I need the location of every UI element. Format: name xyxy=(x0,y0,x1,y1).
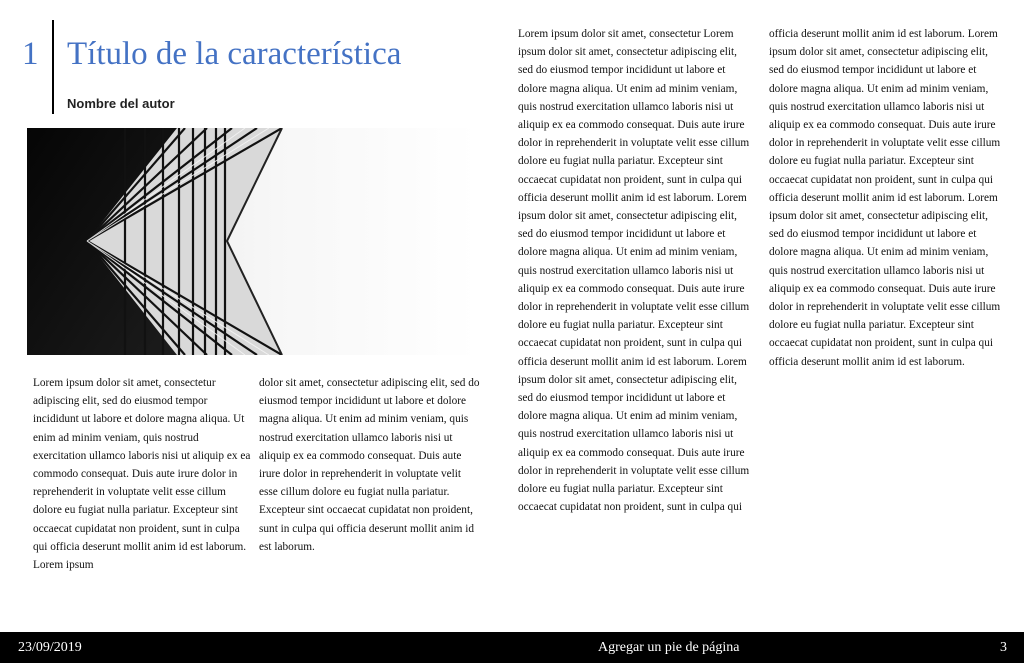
page-footer xyxy=(0,632,1024,663)
footer-text[interactable]: Agregar un pie de página xyxy=(598,640,740,655)
page-number[interactable]: 3 xyxy=(1000,640,1007,655)
feature-number[interactable]: 1 xyxy=(22,36,39,72)
footer-date[interactable]: 23/09/2019 xyxy=(18,640,82,655)
body-text-column-2[interactable]: dolor sit amet, consectetur adipiscing elit, sed do eiusmod tempor incididunt ut labore et dolore magna aliqua. Ut enim ad minim veniam, quis nostrud exercitation ullamco laboris nisi ut aliquip ex ea commodo consequat. Duis aute irure dolor in reprehenderit in voluptate velit esse cillum dolore eu fugiat nulla pariatur. Excepteur sint occaecat cupidatat non proident, sunt in culpa qui officia deserunt mollit anim id est laborum. xyxy=(259,377,480,553)
body-text-column-1[interactable]: Lorem ipsum dolor sit amet, consectetur adipiscing elit, sed do eiusmod tempor incididunt ut labore et dolore magna aliqua. Ut enim ad minim veniam, quis nostrud exercitation ullamco laboris nisi ut aliquip ex ea commodo consequat. Duis aute irure dolor in reprehenderit in voluptate velit esse cillum dolore eu fugiat nulla pariatur. Excepteur sint occaecat cupidatat non proident, sunt in culpa qui officia deserunt mollit anim id est laborum. Lorem ipsum xyxy=(33,377,251,572)
body-text-column-3[interactable]: Lorem ipsum dolor sit amet, consectetur Lorem ipsum dolor sit amet, consectetur adipiscing elit, sed do eiusmod tempor incididunt ut labore et dolore magna aliqua. Ut enim ad minim veniam, quis nostrud exercitation ullamco laboris nisi ut aliquip ex ea commodo consequat. Duis aute irure dolor in reprehenderit in voluptate velit esse cillum dolore eu fugiat nulla pariatur. Excepteur sint occaecat cupidatat non proident, sunt in culpa qui officia deserunt mollit anim id est laborum. Lorem ipsum dolor sit amet, consectetur adipiscing elit, sed do eiusmod tempor incididunt ut labore et dolore magna aliqua. Ut enim ad minim veniam, quis nostrud exercitation ullamco laboris nisi ut aliquip ex ea commodo consequat. Duis aute irure dolor in reprehenderit in voluptate velit esse cillum dolore eu fugiat nulla pariatur. Excepteur sint occaecat cupidatat non proident, sunt in culpa qui officia deserunt mollit anim id est laborum. Lorem ipsum dolor sit amet, consectetur adipiscing elit, sed do eiusmod tempor incididunt ut labore et dolore magna aliqua. Ut enim ad minim veniam, quis nostrud exercitation ullamco laboris nisi ut aliquip ex ea commodo consequat. Duis aute irure dolor in reprehenderit in voluptate velit esse cillum dolore eu fugiat nulla pariatur. Excepteur sint occaecat cupidatat non proident, sunt in culpa qui xyxy=(518,28,750,514)
feature-title[interactable]: Título de la característica xyxy=(67,36,402,72)
title-divider xyxy=(52,20,54,114)
body-text-column-4[interactable]: officia deserunt mollit anim id est laborum. Lorem ipsum dolor sit amet, consectetur adipiscing elit, sed do eiusmod tempor incididunt ut labore et dolore magna aliqua. Ut enim ad minim veniam, quis nostrud exercitation ullamco laboris nisi ut aliquip ex ea commodo consequat. Duis aute irure dolor in reprehenderit in voluptate velit esse cillum dolore eu fugiat nulla pariatur. Excepteur sint occaecat cupidatat non proident, sunt in culpa qui officia deserunt mollit anim id est laborum. Lorem ipsum dolor sit amet, consectetur adipiscing elit, sed do eiusmod tempor incididunt ut labore et dolore magna aliqua. Ut enim ad minim veniam, quis nostrud exercitation ullamco laboris nisi ut aliquip ex ea commodo consequat. Duis aute irure dolor in reprehenderit in voluptate velit esse cillum dolore eu fugiat nulla pariatur. Excepteur sint occaecat cupidatat non proident, sunt in culpa qui officia deserunt mollit anim id est laborum. xyxy=(769,28,1001,368)
author-name[interactable]: Nombre del autor xyxy=(67,96,175,111)
building-photo[interactable] xyxy=(27,128,478,355)
